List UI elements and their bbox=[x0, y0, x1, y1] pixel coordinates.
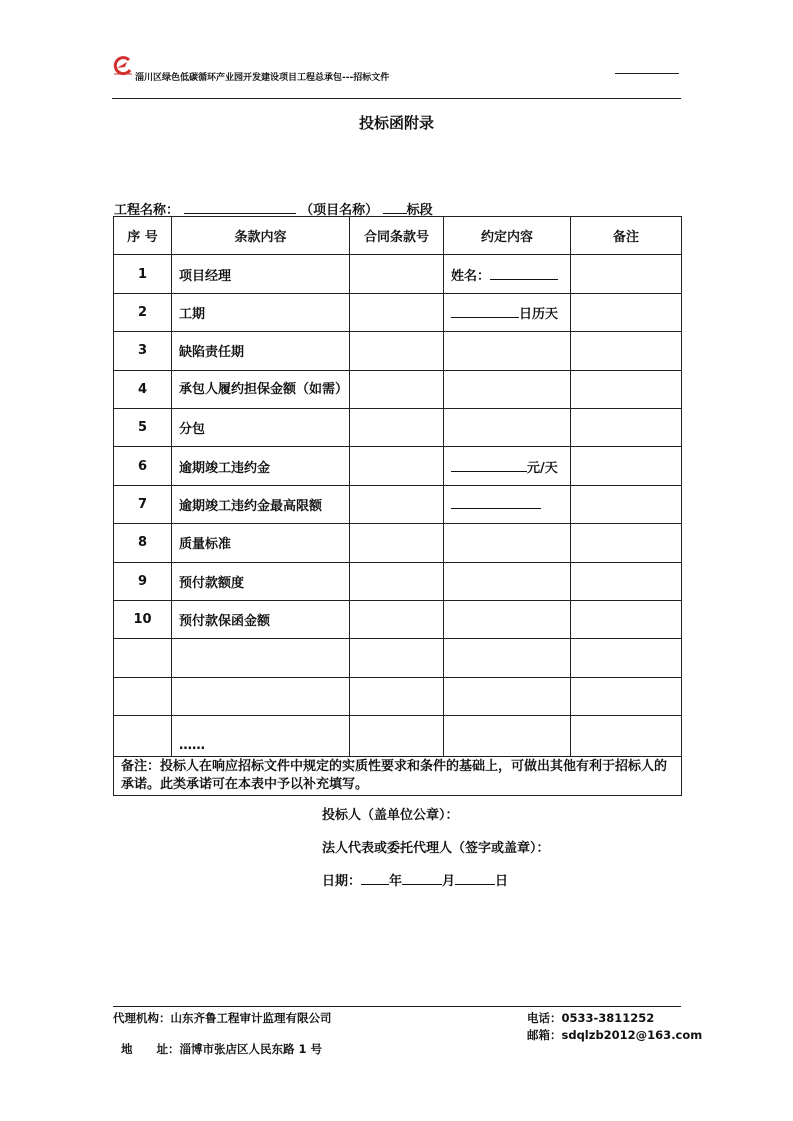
row-remarks bbox=[571, 485, 682, 523]
col-header-clause: 条款内容 bbox=[172, 217, 350, 255]
row-num: 1 bbox=[114, 255, 172, 293]
row-agreed bbox=[444, 370, 571, 408]
row-clause: 分包 bbox=[172, 408, 350, 446]
row-clause: 逾期竣工违约金 bbox=[172, 447, 350, 485]
row-num: 6 bbox=[114, 447, 172, 485]
table-row bbox=[114, 408, 682, 446]
row-contract-no bbox=[350, 447, 444, 485]
row-clause: 预付款保函金额 bbox=[172, 600, 350, 638]
row-contract-no bbox=[350, 293, 444, 331]
appendix-table bbox=[113, 216, 682, 796]
day-label: 日 bbox=[495, 874, 509, 889]
row-clause: 工期 bbox=[172, 293, 350, 331]
penalty-blank bbox=[451, 458, 527, 472]
table-row bbox=[114, 716, 682, 757]
row-remarks bbox=[571, 255, 682, 293]
row-num: 7 bbox=[114, 485, 172, 523]
legal-rep-label: 法人代表或委托代理人（签字或盖章）： bbox=[322, 841, 550, 856]
date-label: 日期： bbox=[322, 874, 362, 889]
row-clause: 质量标准 bbox=[172, 524, 350, 562]
row-remarks bbox=[571, 639, 682, 677]
lot-label: 标段 bbox=[406, 203, 433, 218]
row-clause bbox=[172, 677, 350, 715]
bidder-seal-label: 投标人（盖单位公章）： bbox=[322, 808, 459, 823]
row-contract-no bbox=[350, 639, 444, 677]
month-blank bbox=[402, 871, 442, 885]
row-remarks bbox=[571, 562, 682, 600]
project-name-blank bbox=[184, 200, 296, 214]
project-name-label: （项目名称） bbox=[300, 203, 379, 218]
table-header-row bbox=[114, 217, 682, 255]
max-penalty-blank bbox=[451, 495, 541, 509]
name-blank bbox=[490, 266, 558, 280]
row-clause: …… bbox=[172, 716, 350, 757]
table-row bbox=[114, 485, 682, 523]
row-num: 10 bbox=[114, 600, 172, 638]
col-header-remarks: 备注 bbox=[571, 217, 682, 255]
table-row bbox=[114, 677, 682, 715]
day-blank bbox=[455, 871, 495, 885]
row-contract-no bbox=[350, 600, 444, 638]
row-clause bbox=[172, 639, 350, 677]
row-num bbox=[114, 716, 172, 757]
row-clause: 逾期竣工违约金最高限额 bbox=[172, 485, 350, 523]
table-row bbox=[114, 370, 682, 408]
row-remarks bbox=[571, 600, 682, 638]
row-agreed bbox=[444, 677, 571, 715]
row-num: 8 bbox=[114, 524, 172, 562]
row-agreed: 姓名： bbox=[444, 255, 571, 293]
col-header-contract-no: 合同条款号 bbox=[350, 217, 444, 255]
row-contract-no bbox=[350, 332, 444, 370]
row-agreed bbox=[444, 639, 571, 677]
table-row bbox=[114, 293, 682, 331]
project-label: 工程名称： bbox=[114, 203, 180, 218]
table-row bbox=[114, 600, 682, 638]
row-contract-no bbox=[350, 677, 444, 715]
row-contract-no bbox=[350, 485, 444, 523]
row-clause: 承包人履约担保金额（如需） bbox=[172, 370, 350, 408]
row-agreed: 日历天 bbox=[444, 293, 571, 331]
table-row bbox=[114, 447, 682, 485]
row-clause: 缺陷责任期 bbox=[172, 332, 350, 370]
col-header-agreed: 约定内容 bbox=[444, 217, 571, 255]
footer-phone: 电话：0533-3811252 bbox=[527, 1011, 655, 1025]
table-row bbox=[114, 562, 682, 600]
year-label: 年 bbox=[389, 874, 403, 889]
row-agreed bbox=[444, 716, 571, 757]
footer-address: 地 址：淄博市张店区人民东路 1 号 bbox=[121, 1042, 323, 1056]
row-remarks bbox=[571, 524, 682, 562]
table-note: 备注：投标人在响应招标文件中规定的实质性要求和条件的基础上，可做出其他有利于招标人的承诺。此类承诺可在本表中予以补充填写。 bbox=[114, 757, 682, 795]
row-agreed bbox=[444, 524, 571, 562]
row-remarks bbox=[571, 332, 682, 370]
header-short-line bbox=[615, 73, 679, 74]
row-remarks bbox=[571, 408, 682, 446]
row-agreed bbox=[444, 485, 571, 523]
month-label: 月 bbox=[442, 874, 456, 889]
row-remarks bbox=[571, 293, 682, 331]
table-note-row bbox=[114, 757, 682, 795]
header-rule bbox=[112, 98, 681, 99]
row-contract-no bbox=[350, 716, 444, 757]
row-contract-no bbox=[350, 408, 444, 446]
row-clause: 项目经理 bbox=[172, 255, 350, 293]
footer-email: 邮箱：sdqlzb2012@163.com bbox=[527, 1028, 703, 1042]
row-agreed bbox=[444, 562, 571, 600]
date-line bbox=[322, 870, 508, 889]
footer-agency: 代理机构：山东齐鲁工程审计监理有限公司 bbox=[113, 1011, 332, 1025]
row-agreed bbox=[444, 408, 571, 446]
header-doc-title: 淄川区绿色低碳循环产业园开发建设项目工程总承包---招标文件 bbox=[135, 73, 390, 83]
row-num: 2 bbox=[114, 293, 172, 331]
row-remarks bbox=[571, 447, 682, 485]
footer-rule bbox=[113, 1006, 681, 1007]
row-agreed: 元/天 bbox=[444, 447, 571, 485]
row-clause: 预付款额度 bbox=[172, 562, 350, 600]
table-row bbox=[114, 332, 682, 370]
page-title: 投标函附录 bbox=[358, 114, 434, 132]
row-contract-no bbox=[350, 255, 444, 293]
table-row bbox=[114, 255, 682, 293]
row-agreed bbox=[444, 332, 571, 370]
col-header-num: 序 号 bbox=[114, 217, 172, 255]
row-remarks bbox=[571, 716, 682, 757]
row-contract-no bbox=[350, 562, 444, 600]
row-remarks bbox=[571, 370, 682, 408]
days-blank bbox=[451, 304, 519, 318]
row-num: 4 bbox=[114, 370, 172, 408]
row-remarks bbox=[571, 677, 682, 715]
row-num bbox=[114, 677, 172, 715]
table-row bbox=[114, 524, 682, 562]
row-contract-no bbox=[350, 524, 444, 562]
row-contract-no bbox=[350, 370, 444, 408]
row-num: 5 bbox=[114, 408, 172, 446]
row-num: 3 bbox=[114, 332, 172, 370]
logo-icon bbox=[112, 56, 134, 76]
year-blank bbox=[361, 871, 389, 885]
row-agreed bbox=[444, 600, 571, 638]
row-num bbox=[114, 639, 172, 677]
row-num: 9 bbox=[114, 562, 172, 600]
lot-blank bbox=[383, 200, 407, 214]
table-row bbox=[114, 639, 682, 677]
